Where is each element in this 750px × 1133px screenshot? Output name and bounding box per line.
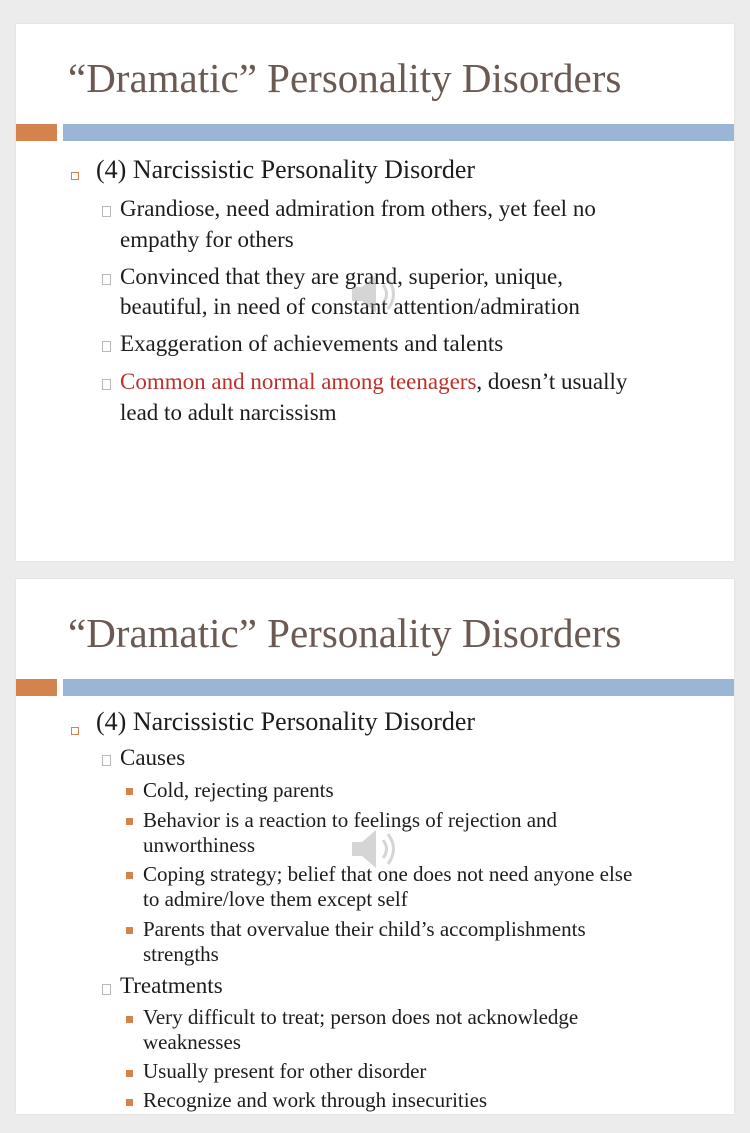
list-item: Behavior is a reaction to feelings of rejection and	[143, 808, 558, 832]
level2-bullet	[102, 341, 111, 352]
list-item-continued: strengths	[143, 942, 219, 966]
list-item-continued: to admire/love them except self	[143, 887, 408, 911]
slide-2	[16, 579, 734, 1114]
bullet-text	[120, 369, 627, 395]
title-accent-bar-orange	[16, 679, 57, 696]
highlighted-text: Common and normal among teenagers	[120, 369, 477, 394]
bullet-text-continued: beautiful, in need of constant attention/admiration	[120, 294, 580, 319]
section-label-treatments: Treatments	[120, 973, 223, 998]
level2-bullet	[102, 984, 111, 995]
list-item: Recognize and work through insecurities	[143, 1088, 488, 1112]
title-accent-bar-blue	[63, 679, 734, 696]
title-accent-bar-blue	[63, 124, 734, 141]
level3-bullet	[126, 1016, 133, 1023]
list-item-continued: weaknesses	[143, 1030, 241, 1054]
bullet-text-continued: empathy for others	[120, 227, 294, 252]
slide-heading: (4) Narcissistic Personality Disorder	[96, 707, 476, 736]
level3-bullet	[126, 818, 133, 825]
level2-bullet	[102, 206, 111, 217]
bullet-text-continued: lead to adult narcissism	[120, 400, 337, 425]
level3-bullet	[126, 1070, 133, 1077]
title-accent-bar-orange	[16, 124, 57, 141]
section-label-causes: Causes	[120, 745, 186, 770]
level1-bullet	[71, 727, 79, 735]
slide-heading: (4) Narcissistic Personality Disorder	[96, 155, 476, 184]
bullet-text: Grandiose, need admiration from others, yet feel no	[120, 196, 596, 221]
bullet-text-rest: , doesn’t usually	[476, 369, 628, 394]
slide-1	[16, 24, 734, 561]
list-item: Cold, rejecting parents	[143, 778, 334, 802]
level3-bullet	[126, 788, 133, 795]
bullet-text: Exaggeration of achievements and talents	[120, 331, 504, 356]
level3-bullet	[126, 927, 133, 934]
level2-bullet	[102, 379, 111, 390]
slide-title: “Dramatic” Personality Disorders	[68, 610, 622, 656]
level3-bullet	[126, 872, 133, 879]
level3-bullet	[126, 1099, 133, 1106]
speaker-icon[interactable]	[346, 268, 402, 320]
slide-title: “Dramatic” Personality Disorders	[68, 55, 622, 101]
level2-bullet	[102, 755, 111, 766]
bullet-text: Convinced that they are grand, superior, unique,	[120, 264, 563, 289]
level2-bullet	[102, 274, 111, 285]
list-item: Usually present for other disorder	[143, 1059, 427, 1083]
list-item: Parents that overvalue their child’s accomplishments	[143, 917, 586, 941]
level1-bullet	[71, 172, 79, 180]
list-item-continued: unworthiness	[143, 833, 255, 857]
speaker-icon[interactable]	[346, 823, 402, 875]
list-item: Very difficult to treat; person does not acknowledge	[143, 1005, 579, 1029]
list-item: Coping strategy; belief that one does not need anyone else	[143, 862, 633, 886]
